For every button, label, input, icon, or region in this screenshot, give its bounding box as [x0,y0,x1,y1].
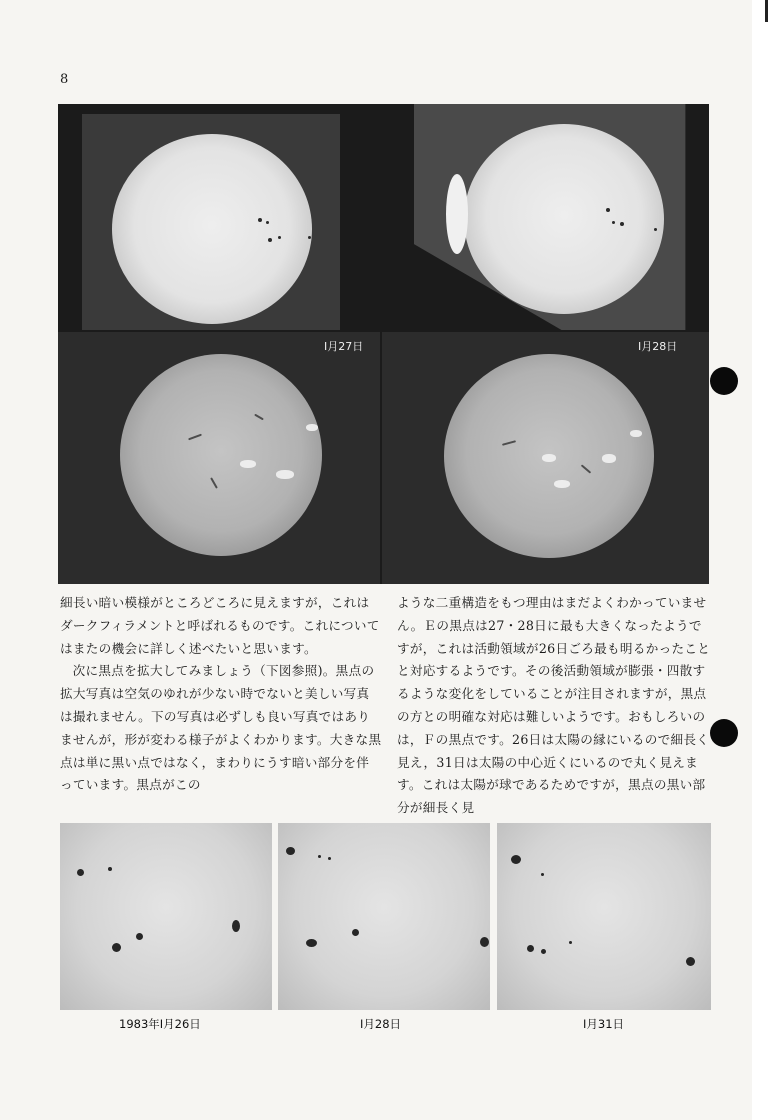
sunspot [77,869,84,876]
caption-photo-3: Ⅰ月31日 [583,1017,625,1031]
sunspot [136,933,143,940]
plage [306,424,318,431]
sunspot [232,920,240,932]
sunspot [318,855,321,858]
sunspot [511,855,521,864]
sunspot [606,208,610,212]
text-column-left [60,592,382,797]
sunspot [352,929,359,936]
photo-white-light-2 [414,104,709,330]
sunspot [306,939,317,947]
sunspot-photo-2 [278,823,490,1010]
sunspot [541,873,544,876]
sunspot [612,221,615,224]
sunspot [654,228,657,231]
partial-disk [446,174,468,254]
binder-hole [710,719,738,747]
sunspot [266,221,269,224]
sunspot [286,847,295,855]
page-number: 8 [60,72,69,87]
binder-hole [710,367,738,395]
sun-disk [120,354,322,556]
date-label: Ⅰ月27日 [324,340,364,353]
sunspot [620,222,624,226]
sunspot [541,949,546,954]
sunspot [112,943,121,952]
sunspot [480,937,489,947]
paragraph: ような二重構造をもつ理由はまだよくわかっていません。Ｅの黒点は27・28日に最も大きくなったようですが，これは活動領域が26日ごろ最も明るかったことと対応するようです。その後活動領域が膨張・四散するような変化をしていることが注目されますが，黒点の方との明確な対応は難しいようです。おもしろいのは，Ｆの黒点です。26日は太陽の縁にいるので細長く見え，31日は太陽の中心近くにいるので丸く見えます。これは太陽が球であるためですが，黒点の黒い部分が細長く見 [397,595,711,816]
plage [542,454,556,462]
sunspot [308,236,311,239]
photo-h-alpha-2 [382,332,709,584]
sun-disk [464,124,664,314]
sun-disk [112,134,312,324]
text-column-right [397,592,713,820]
caption-photo-1: 1983年Ⅰ月26日 [119,1017,201,1031]
sunspot-photo-1 [60,823,272,1010]
sunspot [108,867,112,871]
plage [602,454,616,463]
sunspot [258,218,262,222]
page-edge [752,0,780,1120]
solar-photo-figure [58,104,709,584]
date-label: Ⅰ月28日 [638,340,678,353]
binding-mark [765,0,768,22]
photo-h-alpha-1 [58,332,380,584]
plage [276,470,294,479]
sunspot [686,957,695,966]
sunspot-photo-3 [497,823,711,1010]
plage [240,460,256,468]
plage [630,430,642,437]
sunspot [527,945,534,952]
sunspot [278,236,281,239]
caption-photo-2: Ⅰ月28日 [360,1017,402,1031]
plage [554,480,570,488]
sunspot [268,238,272,242]
sunspot [569,941,572,944]
sunspot [328,857,331,860]
paragraph: 細長い暗い模様がところどころに見えますが，これはダークフィラメントと呼ばれるものです。これについてはまたの機会に詳しく述べたいと思います。 [60,595,380,656]
photo-white-light-1 [82,114,340,330]
paragraph: 次に黒点を拡大してみましょう（下図参照)。黒点の拡大写真は空気のゆれが少ない時でないと美しい写真は撮れません。下の写真は必ずしも良い写真ではありませんが，形が変わる様子がよくわかります。大きな黒点は単に黒い点ではなく，まわりにうす暗い部分を伴っています。黒点がこの [60,663,382,793]
